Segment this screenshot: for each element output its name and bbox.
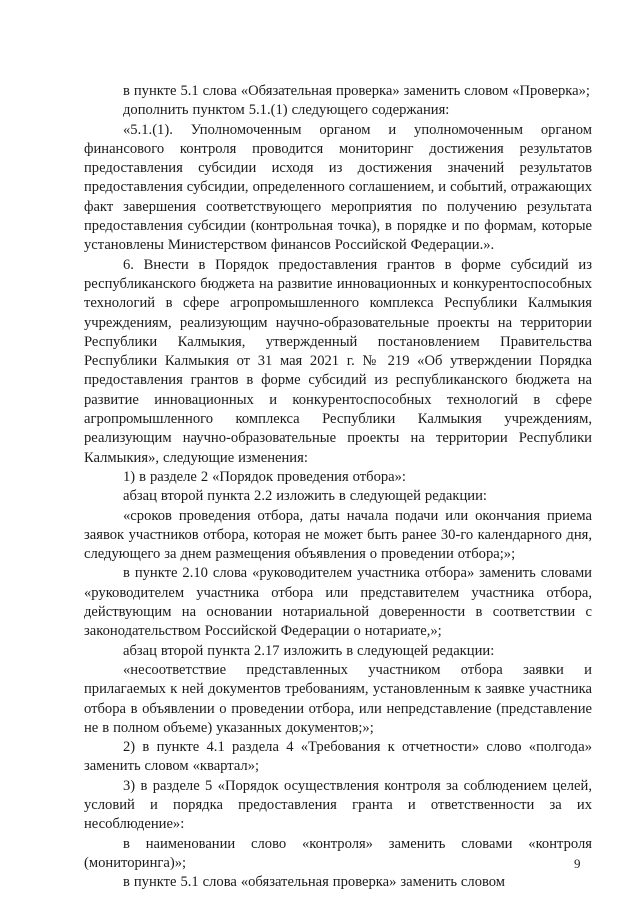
document-body (84, 82, 592, 892)
paragraph: абзац второй пункта 2.2 изложить в следующей редакции: (123, 488, 487, 505)
paragraph: «несоответствие представленных участником отбора заявки и прилагаемых к ней документов требованиям, установленным к заявке участника отбора в объявлении о проведении отбора, или непредставление (представление не в полном объеме) указанных документов;»; (84, 661, 592, 736)
paragraph: в пункте 5.1 слова «Обязательная проверка» заменить словом «Проверка»; (123, 83, 590, 99)
paragraph: 6. Внести в Порядок предоставления грантов в форме субсидий из республиканского бюджета на развитие инновационных и конкурентоспособных технологий в сфере агропромышленного комплекса Республики Калмыкия учреждениям, реализующим научно-образовательные проекты на территории Республики Калмыкия, утвержденный постановлением Правительства Республики Калмыкия от 31 мая 2021 г. № 219 «Об утверждении Порядка предоставления грантов в форме субсидий из республиканского бюджета на развитие инновационных и конкурентоспособных технологий в сфере агропромышленного комплекса Республики Калмыкия учреждениям, реализующим научно-образовательные проекты на территории Республики Калмыкия», следующие изменения: (84, 256, 592, 466)
paragraph: 2) в пункте 4.1 раздела 4 «Требования к отчетности» слово «полгода» заменить словом «квартал»; (84, 739, 592, 775)
paragraph: «5.1.(1). Уполномоченным органом и уполномоченным органом финансового контроля проводится мониторинг достижения результатов предоставления субсидии исходя из достижения значений результатов предоставления субсидии, определенного соглашением, и событий, отражающих факт завершения соответствующего мероприятия по получению результата предоставления субсидии (контрольная точка), в порядке и по формам, которые установлены Министерством финансов Российской Федерации.». (84, 121, 592, 254)
paragraph: в пункте 5.1 слова «обязательная проверка» заменить словом (123, 874, 506, 891)
paragraph: в пункте 2.10 слова «руководителем участника отбора» заменить словами «руководителем участника отбора или представителем участника отбора, действующим на основании нотариальной доверенности в соответствии с законодательством Российской Федерации о нотариате,»; (84, 565, 592, 640)
paragraph: дополнить пунктом 5.1.(1) следующего содержания: (123, 102, 450, 119)
paragraph: «сроков проведения отбора, даты начала подачи или окончания приема заявок участников отбора, которая не может быть ранее 30-го календарного дня, следующего за днем размещения объявления о проведении отбора;»; (84, 507, 592, 563)
paragraph: в наименовании слово «контроля» заменить словами «контроля (мониторинга)»; (84, 835, 592, 871)
paragraph: 1) в разделе 2 «Порядок проведения отбора»: (123, 468, 406, 485)
paragraph: абзац второй пункта 2.17 изложить в следующей редакции: (123, 642, 495, 659)
paragraph: 3) в разделе 5 «Порядок осуществления контроля за соблюдением целей, условий и порядка предоставления гранта и ответственности за их несоблюдение»: (84, 777, 592, 833)
page-number: 9 (574, 856, 581, 871)
